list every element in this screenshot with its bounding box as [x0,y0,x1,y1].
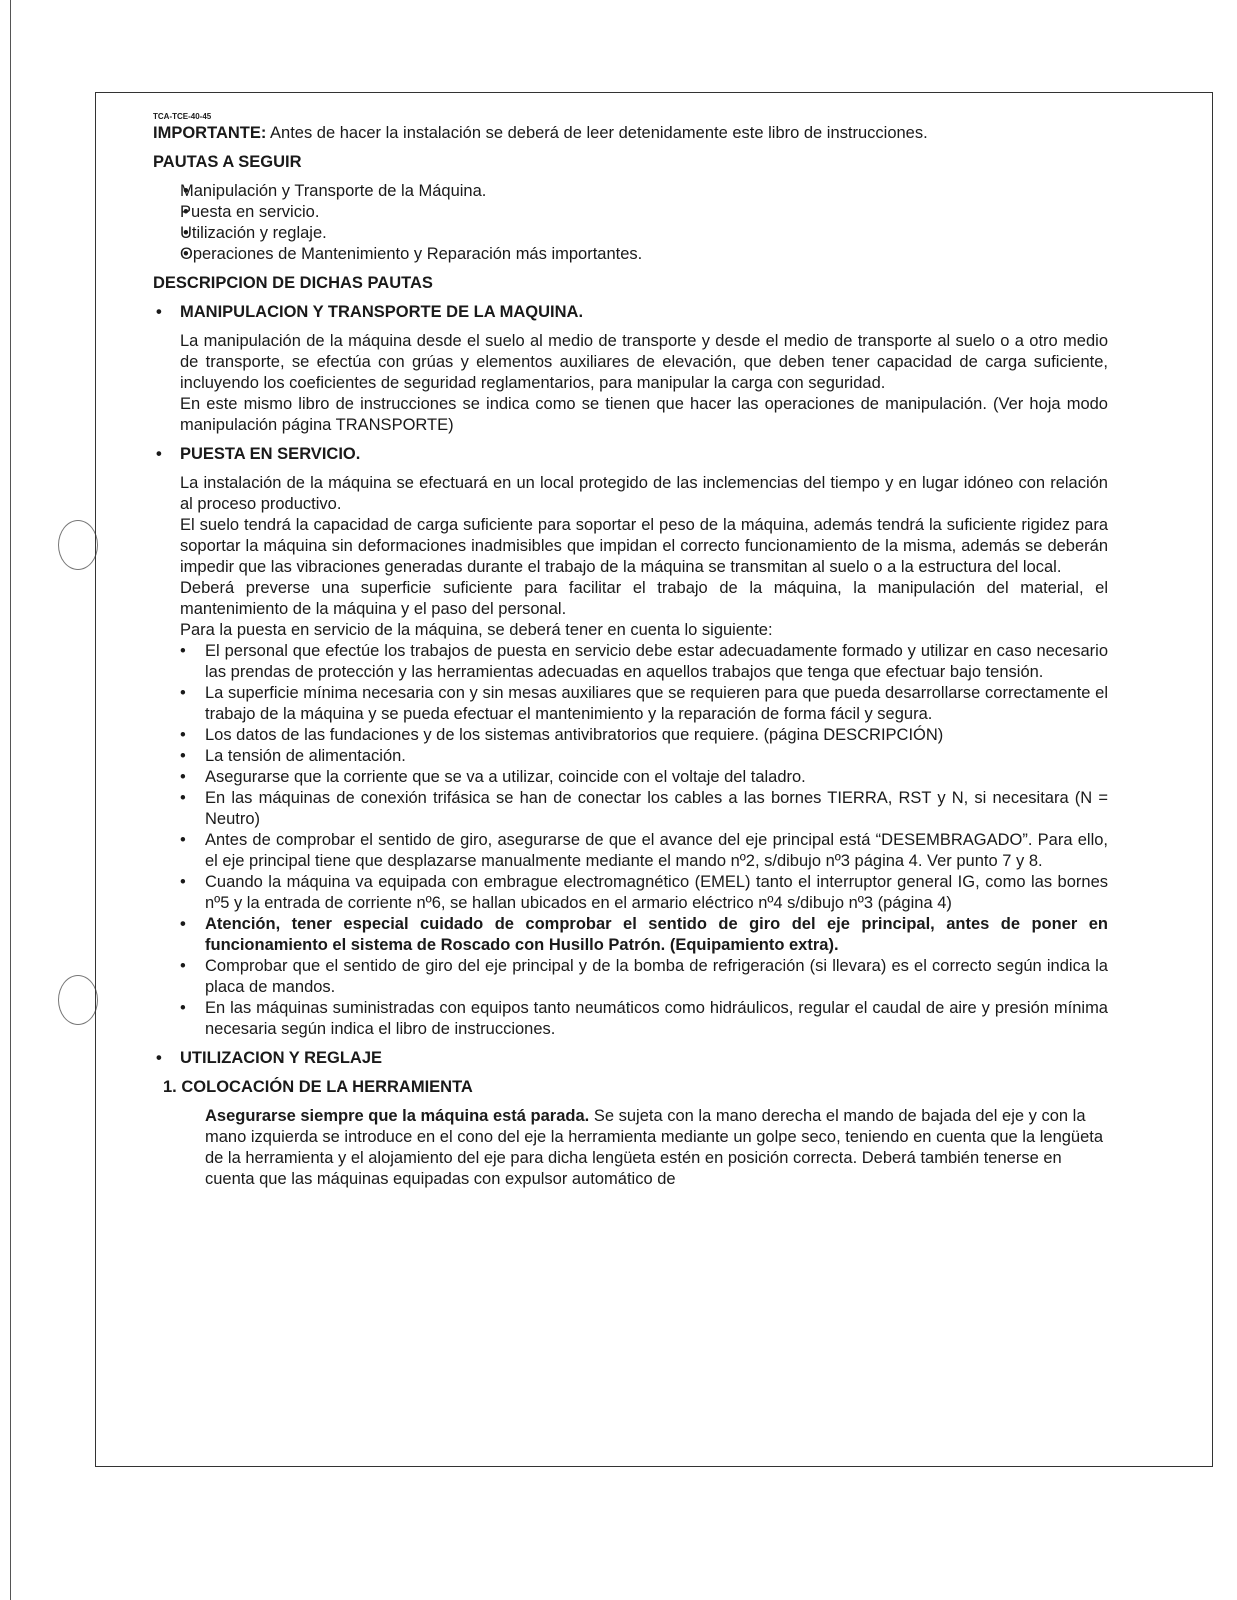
important-text: Antes de hacer la instalación se deberá de leer detenidamente este libro de instrucciones. [266,124,928,142]
puesta-checklist [180,641,1108,1040]
document-body [153,112,1108,1190]
important-label: IMPORTANTE: [153,124,267,142]
warning-item: • Atención, tener especial cuidado de comprobar el sentido de giro del eje principal, antes de poner en funcionamiento el sistema de Roscado con Husillo Patrón. (Equipamiento extra). [205,914,1108,956]
list-item: • El personal que efectúe los trabajos de puesta en servicio debe estar adecuadamente formado y utilizar en caso necesario las prendas de protección y las herramientas adecuadas en aquellos trabajos que tenga que efectuar bajo tensión. [205,641,1108,683]
list-item: • Manipulación y Transporte de la Máquina. [180,181,1108,202]
list-item: • Cuando la máquina va equipada con embrague electromagnético (EMEL) tanto el interruptor general IG, como las bornes nº5 y la entrada de corriente nº6, se hallan ubicados en el armario eléctrico nº4 s/dibujo nº3 (página 4) [205,872,1108,914]
paragraph: Deberá preverse una superficie suficiente para facilitar el trabajo de la máquina, la manipulación del material, el mantenimiento de la máquina y el paso del personal. [180,579,1108,618]
pautas-list [153,181,1108,265]
list-item: • Operaciones de Mantenimiento y Reparación más importantes. [180,244,1108,265]
list-item: • Asegurarse que la corriente que se va a utilizar, coincide con el voltaje del taladro. [205,767,1108,788]
important-notice [153,123,1108,144]
section-manipulacion-body [153,331,1108,436]
pautas-heading: PAUTAS A SEGUIR [153,153,302,171]
list-item: • La tensión de alimentación. [205,746,1108,767]
punch-hole-top [58,520,98,570]
step-bold-text: Asegurarse siempre que la máquina está parada. [205,1107,590,1125]
paragraph: La instalación de la máquina se efectuará en un local protegido de las inclemencias del tiempo y en lugar idóneo con relación al proceso productivo. [180,474,1108,513]
descripcion-heading: DESCRIPCION DE DICHAS PAUTAS [153,274,433,292]
list-item: • En las máquinas suministradas con equipos tanto neumáticos como hidráulicos, regular el caudal de aire y presión mínima necesaria según indica el libro de instrucciones. [205,998,1108,1040]
list-item: • Los datos de las fundaciones y de los sistemas antivibratorios que requiere. (página DESCRIPCIÓN) [205,725,1108,746]
section-manipulacion-title: • MANIPULACION Y TRANSPORTE DE LA MAQUINA. [153,302,1108,323]
list-item: • En las máquinas de conexión trifásica se han de conectar los cables a las bornes TIERRA, RST y N, si necesitara (N = Neutro) [205,788,1108,830]
list-item: • Puesta en servicio. [180,202,1108,223]
step-number: 1. [163,1078,177,1096]
step-heading [153,1077,1108,1098]
paragraph: Para la puesta en servicio de la máquina, se deberá tener en cuenta lo siguiente: [180,621,773,639]
punch-hole-bottom [58,975,98,1025]
list-item: • Comprobar que el sentido de giro del eje principal y de la bomba de refrigeración (si llevara) es el correcto según indica la placa de mandos. [205,956,1108,998]
document-code: TCA-TCE-40-45 [153,112,212,121]
list-item: • Utilización y reglaje. [180,223,1108,244]
list-item: • La superficie mínima necesaria con y sin mesas auxiliares que se requieren para que pueda desarrollarse correctamente el trabajo de la máquina y se pueda efectuar el mantenimiento y la reparación de forma fácil y segura. [205,683,1108,725]
section-puesta-title: • PUESTA EN SERVICIO. [153,444,1108,465]
step-body [153,1106,1108,1190]
section-utilizacion-title: • UTILIZACION Y REGLAJE [153,1048,1108,1069]
paragraph: El suelo tendrá la capacidad de carga suficiente para soportar el peso de la máquina, además tendrá la suficiente rigidez para soportar la máquina sin deformaciones inadmisibles que impidan el correcto funcionamiento de la misma, además se deberán impedir que las vibraciones generadas durante el trabajo de la máquina se transmitan al suelo o a la estructura del local. [180,516,1108,576]
scan-left-edge [10,0,11,1600]
paragraph: En este mismo libro de instrucciones se indica como se tienen que hacer las operaciones de manipulación. (Ver hoja modo manipulación página TRANSPORTE) [180,395,1108,434]
section-puesta-body [153,473,1108,1040]
step-text: Se sujeta con la mano derecha el mando de bajada del eje y con la mano izquierda se introduce en el cono del eje la herramienta mediante un golpe seco, teniendo en cuenta que la lengüeta de la herramienta y el alojamiento del eje para dicha lengüeta estén en posición correcta. Deberá también tenerse en cuenta que las máquinas equipadas con expulsor automático de [205,1107,1104,1188]
list-item: • Antes de comprobar el sentido de giro, asegurarse de que el avance del eje principal está “DESEMBRAGADO”. Para ello, el eje principal tiene que desplazarse manualmente mediante el mando nº2, s/dibujo nº3 página 4. Ver punto 7 y 8. [205,830,1108,872]
paragraph: La manipulación de la máquina desde el suelo al medio de transporte y desde el medio de transporte al suelo o a otro medio de transporte, se efectúa con grúas y elementos auxiliares de elevación, que deben tener capacidad de carga suficiente, incluyendo los coeficientes de seguridad reglamentarios, para manipular la carga con seguridad. [180,332,1108,392]
step-title: COLOCACIÓN DE LA HERRAMIENTA [181,1078,473,1096]
